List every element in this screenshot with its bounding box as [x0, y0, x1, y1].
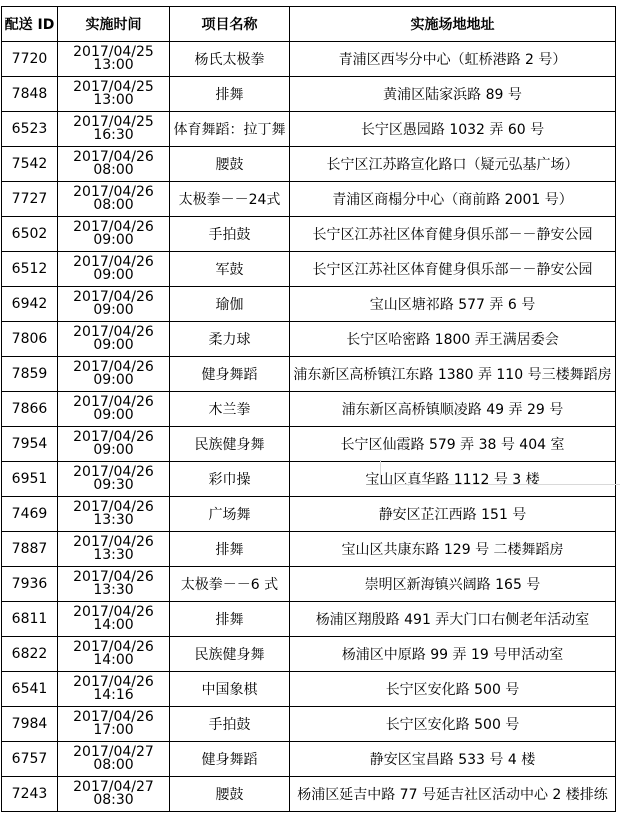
venue-address-cell: 长宁区江苏社区体育健身俱乐部－－静安公园 — [290, 217, 616, 252]
project-name-cell: 腰鼓 — [170, 777, 290, 812]
venue-address-cell: 宝山区真华路 1112 号 3 楼 — [290, 462, 616, 497]
delivery-id-cell: 7243 — [2, 777, 58, 812]
project-name-cell: 体育舞蹈：拉丁舞 — [170, 112, 290, 147]
clock-text: 14:00 — [93, 652, 134, 668]
project-name-cell: 排舞 — [170, 532, 290, 567]
time-cell — [58, 287, 170, 322]
project-name-cell: 腰鼓 — [170, 147, 290, 182]
delivery-id-cell: 7887 — [2, 532, 58, 567]
date-text: 2017/04/26 — [73, 184, 154, 200]
venue-address-cell: 长宁区愚园路 1032 弄 60 号 — [290, 112, 616, 147]
clock-text: 09:00 — [93, 407, 134, 423]
date-text: 2017/04/26 — [73, 219, 154, 235]
delivery-id-cell: 6541 — [2, 672, 58, 707]
delivery-id-cell: 7469 — [2, 497, 58, 532]
date-text: 2017/04/26 — [73, 464, 154, 480]
table-row — [2, 287, 616, 322]
time-cell — [58, 707, 170, 742]
delivery-id-cell: 7542 — [2, 147, 58, 182]
table-row — [2, 357, 616, 392]
date-text: 2017/04/25 — [73, 114, 154, 130]
clock-text: 14:00 — [93, 617, 134, 633]
delivery-id-cell: 7727 — [2, 182, 58, 217]
venue-address-cell: 静安区宝昌路 533 号 4 楼 — [290, 742, 616, 777]
header-id: 配送 ID — [2, 7, 58, 42]
time-cell — [58, 427, 170, 462]
project-name-cell: 军鼓 — [170, 252, 290, 287]
time-cell — [58, 567, 170, 602]
date-text: 2017/04/26 — [73, 709, 154, 725]
venue-address-cell: 杨浦区翔殷路 491 弄大门口右侧老年活动室 — [290, 602, 616, 637]
time-cell — [58, 532, 170, 567]
time-cell — [58, 672, 170, 707]
time-cell — [58, 112, 170, 147]
project-name-cell: 民族健身舞 — [170, 427, 290, 462]
date-text: 2017/04/26 — [73, 324, 154, 340]
project-name-cell: 瑜伽 — [170, 287, 290, 322]
table-row — [2, 532, 616, 567]
delivery-id-cell: 6757 — [2, 742, 58, 777]
delivery-id-cell: 6951 — [2, 462, 58, 497]
table-row — [2, 77, 616, 112]
time-cell — [58, 742, 170, 777]
date-text: 2017/04/26 — [73, 534, 154, 550]
project-name-cell: 杨氏太极拳 — [170, 42, 290, 77]
date-text: 2017/04/26 — [73, 604, 154, 620]
delivery-id-cell: 7806 — [2, 322, 58, 357]
table-row — [2, 252, 616, 287]
project-name-cell: 排舞 — [170, 602, 290, 637]
header-address: 实施场地地址 — [290, 7, 616, 42]
time-cell — [58, 777, 170, 812]
delivery-id-cell: 6523 — [2, 112, 58, 147]
project-name-cell: 健身舞蹈 — [170, 742, 290, 777]
header-project: 项目名称 — [170, 7, 290, 42]
date-text: 2017/04/26 — [73, 639, 154, 655]
time-cell — [58, 497, 170, 532]
date-text: 2017/04/25 — [73, 79, 154, 95]
date-text: 2017/04/26 — [73, 149, 154, 165]
clock-text: 09:00 — [93, 232, 134, 248]
time-cell — [58, 392, 170, 427]
time-cell — [58, 462, 170, 497]
clock-text: 09:00 — [93, 442, 134, 458]
venue-address-cell: 浦东新区高桥镇顺凌路 49 弄 29 号 — [290, 392, 616, 427]
project-name-cell: 彩巾操 — [170, 462, 290, 497]
table-row — [2, 637, 616, 672]
table-row — [2, 112, 616, 147]
clock-text: 09:00 — [93, 337, 134, 353]
header-row — [2, 7, 616, 42]
project-name-cell: 木兰拳 — [170, 392, 290, 427]
project-name-cell: 太极拳－－24式 — [170, 182, 290, 217]
venue-address-cell: 青浦区商榻分中心（商前路 2001 号） — [290, 182, 616, 217]
date-text: 2017/04/27 — [73, 779, 154, 795]
time-cell — [58, 322, 170, 357]
clock-text: 17:00 — [93, 722, 134, 738]
delivery-id-cell: 7954 — [2, 427, 58, 462]
time-cell — [58, 357, 170, 392]
clock-text: 09:00 — [93, 372, 134, 388]
delivery-id-cell: 6822 — [2, 637, 58, 672]
clock-text: 09:00 — [93, 267, 134, 283]
delivery-id-cell: 7866 — [2, 392, 58, 427]
delivery-id-cell: 6512 — [2, 252, 58, 287]
delivery-id-cell: 7936 — [2, 567, 58, 602]
venue-address-cell: 杨浦区中原路 99 弄 19 号甲活动室 — [290, 637, 616, 672]
venue-address-cell: 杨浦区延吉中路 77 号延吉社区活动中心 2 楼排练 — [290, 777, 616, 812]
delivery-id-cell: 7859 — [2, 357, 58, 392]
clock-text: 13:30 — [93, 582, 134, 598]
time-cell — [58, 77, 170, 112]
time-cell — [58, 182, 170, 217]
date-text: 2017/04/25 — [73, 44, 154, 60]
date-text: 2017/04/26 — [73, 254, 154, 270]
delivery-id-cell: 7848 — [2, 77, 58, 112]
table-row — [2, 462, 616, 497]
table-row — [2, 707, 616, 742]
project-name-cell: 中国象棋 — [170, 672, 290, 707]
venue-address-cell: 长宁区安化路 500 号 — [290, 707, 616, 742]
venue-address-cell: 宝山区共康东路 129 号 二楼舞蹈房 — [290, 532, 616, 567]
venue-address-cell: 宝山区塘祁路 577 弄 6 号 — [290, 287, 616, 322]
faint-gridline — [380, 484, 620, 485]
project-name-cell: 广场舞 — [170, 497, 290, 532]
project-name-cell: 排舞 — [170, 77, 290, 112]
date-text: 2017/04/26 — [73, 289, 154, 305]
header-time: 实施时间 — [58, 7, 170, 42]
venue-address-cell: 长宁区安化路 500 号 — [290, 672, 616, 707]
clock-text: 08:30 — [93, 792, 134, 808]
clock-text: 13:30 — [93, 512, 134, 528]
clock-text: 09:00 — [93, 302, 134, 318]
clock-text: 13:00 — [93, 57, 134, 73]
delivery-id-cell: 6502 — [2, 217, 58, 252]
table-row — [2, 427, 616, 462]
project-name-cell: 民族健身舞 — [170, 637, 290, 672]
date-text: 2017/04/26 — [73, 394, 154, 410]
delivery-id-cell: 7984 — [2, 707, 58, 742]
table-row — [2, 777, 616, 812]
table-row — [2, 182, 616, 217]
venue-address-cell: 青浦区西岑分中心（虹桥港路 2 号） — [290, 42, 616, 77]
table-row — [2, 567, 616, 602]
delivery-id-cell: 6811 — [2, 602, 58, 637]
table-row — [2, 672, 616, 707]
time-cell — [58, 252, 170, 287]
schedule-table — [1, 6, 616, 812]
table-row — [2, 322, 616, 357]
clock-text: 13:00 — [93, 92, 134, 108]
clock-text: 09:30 — [93, 477, 134, 493]
time-cell — [58, 217, 170, 252]
delivery-id-cell: 7720 — [2, 42, 58, 77]
venue-address-cell: 长宁区仙霞路 579 弄 38 号 404 室 — [290, 427, 616, 462]
clock-text: 08:00 — [93, 757, 134, 773]
table-row — [2, 42, 616, 77]
clock-text: 14:16 — [93, 687, 134, 703]
table-row — [2, 217, 616, 252]
table-row — [2, 602, 616, 637]
faint-gridline — [380, 460, 381, 484]
clock-text: 08:00 — [93, 162, 134, 178]
clock-text: 16:30 — [93, 127, 134, 143]
date-text: 2017/04/27 — [73, 744, 154, 760]
project-name-cell: 太极拳－－6 式 — [170, 567, 290, 602]
time-cell — [58, 637, 170, 672]
venue-address-cell: 长宁区江苏社区体育健身俱乐部－－静安公园 — [290, 252, 616, 287]
project-name-cell: 健身舞蹈 — [170, 357, 290, 392]
venue-address-cell: 长宁区江苏路宣化路口（疑元弘基广场） — [290, 147, 616, 182]
venue-address-cell: 浦东新区高桥镇江东路 1380 弄 110 号三楼舞蹈房 — [290, 357, 616, 392]
date-text: 2017/04/26 — [73, 674, 154, 690]
venue-address-cell: 黄浦区陆家浜路 89 号 — [290, 77, 616, 112]
table-row — [2, 147, 616, 182]
project-name-cell: 手拍鼓 — [170, 217, 290, 252]
date-text: 2017/04/26 — [73, 569, 154, 585]
project-name-cell: 柔力球 — [170, 322, 290, 357]
date-text: 2017/04/26 — [73, 359, 154, 375]
table-row — [2, 497, 616, 532]
table-row — [2, 742, 616, 777]
clock-text: 13:30 — [93, 547, 134, 563]
date-text: 2017/04/26 — [73, 499, 154, 515]
project-name-cell: 手拍鼓 — [170, 707, 290, 742]
venue-address-cell: 静安区芷江西路 151 号 — [290, 497, 616, 532]
time-cell — [58, 42, 170, 77]
time-cell — [58, 602, 170, 637]
venue-address-cell: 长宁区哈密路 1800 弄王满居委会 — [290, 322, 616, 357]
date-text: 2017/04/26 — [73, 429, 154, 445]
time-cell — [58, 147, 170, 182]
clock-text: 08:00 — [93, 197, 134, 213]
delivery-id-cell: 6942 — [2, 287, 58, 322]
venue-address-cell: 崇明区新海镇兴阔路 165 号 — [290, 567, 616, 602]
table-row — [2, 392, 616, 427]
